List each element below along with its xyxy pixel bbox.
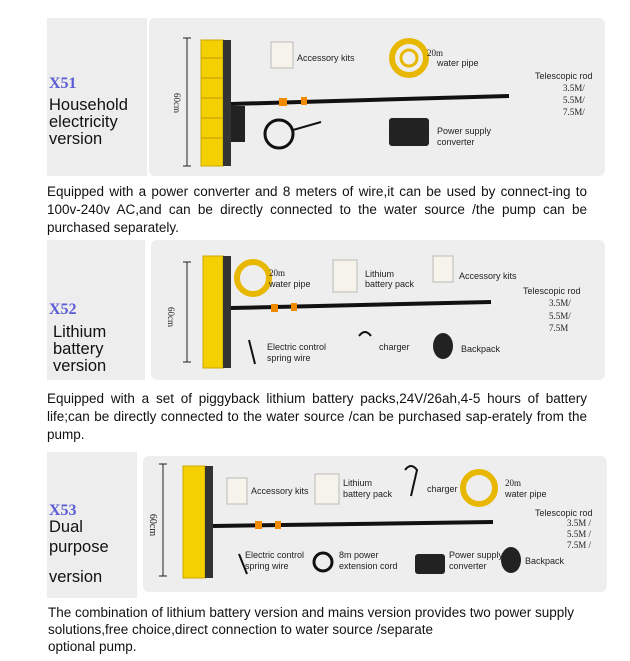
x52-accessory-label: Accessory kits: [459, 271, 517, 281]
x53-rod-size-3: 7.5M /: [567, 540, 592, 550]
x53-battery-label-1: Lithium: [343, 478, 373, 488]
x51-product-drawing: [149, 18, 605, 176]
x52-charger-label: charger: [379, 342, 410, 352]
x53-description-line-2: solutions,free choice,direct connection to water source /separate: [48, 622, 433, 637]
x52-product-image: [151, 240, 605, 380]
x53-code: X53: [49, 502, 77, 519]
x53-name-line-1: Dual: [49, 518, 83, 536]
x51-name-line-2: electricity: [49, 113, 118, 131]
x51-height-label: 60cm: [172, 93, 182, 113]
x53-rod-title: Telescopic rod: [535, 508, 593, 518]
x51-rod-size-3: 7.5M/: [563, 107, 585, 117]
x52-description: Equipped with a set of piggyback lithium battery packs,24V/26ah,4-5 hours of battery life;can be directly connected to the water source /can be purchased sap-erately from the pump.: [47, 391, 587, 442]
x52-code: X52: [49, 301, 77, 318]
x53-rod-size-1: 3.5M /: [567, 518, 592, 528]
x53-supply-label-2: converter: [449, 561, 487, 571]
x52-rod-size-2: 5.5M/: [549, 311, 571, 321]
x51-code: X51: [49, 75, 77, 92]
x51-description: Equipped with a power converter and 8 meters of wire,it can be used by connect-ing to 100v-240v AC,and can be directly connected to the water source /the pump can be purchased separately.: [47, 184, 587, 235]
x53-control-label-1: Electric control: [245, 550, 305, 560]
x52-rod-size-1: 3.5M/: [549, 298, 571, 308]
x51-rod-size-1: 3.5M/: [563, 83, 585, 93]
x52-control-label-1: Electric control: [267, 342, 327, 352]
x53-backpack-label: Backpack: [525, 556, 565, 566]
x53-control-label-2: spring wire: [245, 561, 289, 571]
x52-pipe-label: water pipe: [269, 279, 311, 289]
section-x51: [47, 18, 607, 176]
x53-pipe-length: 20m: [505, 478, 522, 488]
x53-battery-label-2: battery pack: [343, 489, 393, 499]
x51-pipe-label: water pipe: [437, 58, 479, 68]
x53-cord-label-2: extension cord: [339, 561, 398, 571]
x51-converter-label-2: converter: [437, 137, 475, 147]
section-x52: [47, 240, 607, 380]
x51-converter-label-1: Power supply: [437, 126, 492, 136]
x53-name-line-2: purpose: [49, 538, 109, 556]
x51-name-line-3: version: [49, 130, 103, 148]
x53-description-line-3: optional pump.: [48, 639, 137, 654]
x51-pipe-length: 20m: [427, 48, 444, 58]
x51-product-image: [149, 18, 605, 176]
x51-name-line-1: Household: [49, 96, 128, 114]
x52-name-line-1: Lithium: [53, 323, 107, 341]
x52-height-label: 60cm: [166, 307, 176, 327]
section-x53: [47, 452, 607, 598]
x53-accessory-label: Accessory kits: [251, 486, 309, 496]
x52-battery-label-2: battery pack: [365, 279, 415, 289]
x52-pipe-length: 20m: [269, 268, 286, 278]
x53-description-line-1: The combination of lithium battery version and mains version provides two power supply: [48, 605, 575, 620]
x53-pipe-label: water pipe: [505, 489, 547, 499]
x53-rod-size-2: 5.5M /: [567, 529, 592, 539]
x52-rod-size-3: 7.5M: [549, 323, 569, 333]
x52-backpack-label: Backpack: [461, 344, 501, 354]
x53-height-label: 60cm: [147, 513, 159, 537]
x51-rod-title: Telescopic rod: [535, 71, 593, 81]
x53-cord-label-1: 8m power: [339, 550, 379, 560]
x53-supply-label-1: Power supply: [449, 550, 504, 560]
x52-control-label-2: spring wire: [267, 353, 311, 363]
x52-battery-label-1: Lithium: [365, 269, 395, 279]
x53-name-line-3: version: [49, 568, 103, 586]
x53-charger-label: charger: [427, 484, 458, 494]
x53-product-image: [143, 456, 607, 592]
x53-description: [48, 604, 608, 655]
x51-rod-size-2: 5.5M/: [563, 95, 585, 105]
x52-product-drawing: [151, 240, 605, 380]
x51-accessory-label: Accessory kits: [297, 53, 355, 63]
x52-rod-title: Telescopic rod: [523, 286, 581, 296]
x52-name-line-3: version: [53, 357, 107, 375]
x53-product-drawing: [143, 456, 607, 592]
x52-name-line-2: battery: [53, 340, 104, 358]
